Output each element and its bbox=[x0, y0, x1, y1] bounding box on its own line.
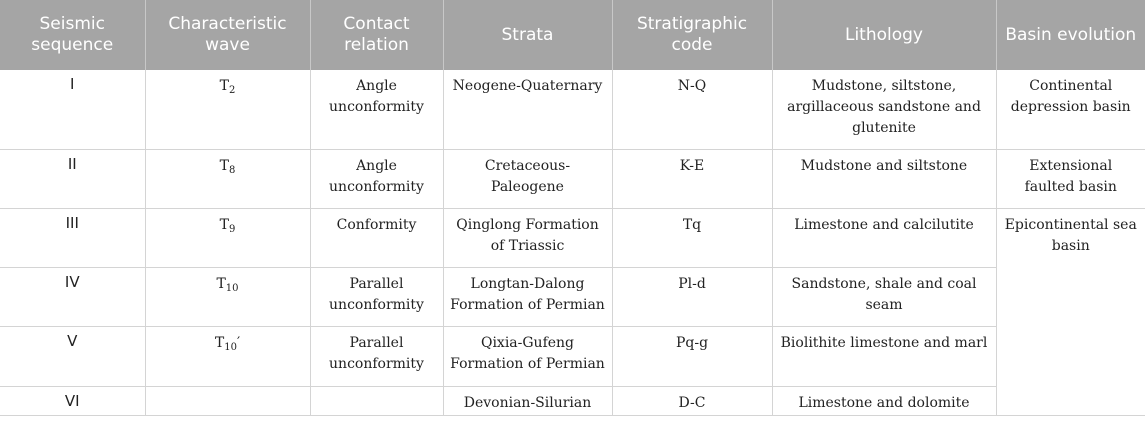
cell-basin: Extensional faulted basin bbox=[996, 150, 1145, 209]
cell-lithology: Limestone and calcilutite bbox=[772, 209, 996, 268]
cell-code: K-E bbox=[612, 150, 772, 209]
wave-base: T bbox=[219, 158, 229, 174]
cell-wave bbox=[145, 327, 310, 387]
cell-code: N-Q bbox=[612, 70, 772, 150]
cell-strata: Longtan-Dalong Formation of Permian bbox=[443, 268, 612, 327]
cell-basin: Continental depression basin bbox=[996, 70, 1145, 150]
cell-sequence: V bbox=[0, 327, 145, 387]
cell-strata: Qinglong Formation of Triassic bbox=[443, 209, 612, 268]
table-row bbox=[0, 268, 1145, 327]
wave-subscript: 2 bbox=[228, 85, 236, 96]
wave-base: T bbox=[214, 335, 225, 351]
table-row bbox=[0, 209, 1145, 268]
cell-wave bbox=[145, 387, 310, 416]
header-characteristic-wave: Characteristic wave bbox=[145, 0, 310, 70]
cell-sequence: III bbox=[0, 209, 145, 268]
cell-contact bbox=[310, 387, 443, 416]
cell-code: Pl-d bbox=[612, 268, 772, 327]
cell-lithology: Mudstone and siltstone bbox=[772, 150, 996, 209]
cell-code: D-C bbox=[612, 387, 772, 416]
header-lithology: Lithology bbox=[772, 0, 996, 70]
wave-subscript: 8 bbox=[228, 165, 236, 176]
wave-subscript: 9 bbox=[228, 224, 236, 235]
wave-base: T bbox=[216, 276, 226, 292]
cell-strata: Devonian-Silurian bbox=[443, 387, 612, 416]
cell-contact: Parallel unconformity bbox=[310, 268, 443, 327]
cell-code: Tq bbox=[612, 209, 772, 268]
cell-sequence: VI bbox=[0, 387, 145, 416]
cell-sequence: IV bbox=[0, 268, 145, 327]
cell-wave bbox=[145, 268, 310, 327]
header-strata: Strata bbox=[443, 0, 612, 70]
cell-lithology: Biolithite limestone and marl bbox=[772, 327, 996, 387]
cell-strata: Neogene-Quaternary bbox=[443, 70, 612, 150]
cell-wave bbox=[145, 150, 310, 209]
header-stratigraphic-code: Stratigraphic code bbox=[612, 0, 772, 70]
header-seismic-sequence: Seismic sequence bbox=[0, 0, 145, 70]
wave-subscript: 10 bbox=[225, 283, 239, 294]
cell-contact: Parallel unconformity bbox=[310, 327, 443, 387]
cell-contact: Angle unconformity bbox=[310, 150, 443, 209]
header-row bbox=[0, 0, 1145, 70]
header-contact-relation: Contact relation bbox=[310, 0, 443, 70]
cell-contact: Conformity bbox=[310, 209, 443, 268]
cell-wave bbox=[145, 209, 310, 268]
wave-subscript: 10 bbox=[224, 342, 237, 353]
cell-lithology: Mudstone, siltstone, argillaceous sandstone and glutenite bbox=[772, 70, 996, 150]
cell-strata: Cretaceous-Paleogene bbox=[443, 150, 612, 209]
wave-base: T bbox=[219, 217, 229, 233]
wave-suffix: ′ bbox=[236, 335, 241, 351]
cell-code: Pq-g bbox=[612, 327, 772, 387]
cell-contact: Angle unconformity bbox=[310, 70, 443, 150]
wave-base: T bbox=[219, 78, 229, 94]
cell-lithology: Sandstone, shale and coal seam bbox=[772, 268, 996, 327]
cell-basin: Epicontinental sea basin bbox=[996, 209, 1145, 416]
header-basin-evolution: Basin evolution bbox=[996, 0, 1145, 70]
table-row bbox=[0, 70, 1145, 150]
cell-wave bbox=[145, 70, 310, 150]
table-row bbox=[0, 387, 1145, 416]
table-row bbox=[0, 150, 1145, 209]
cell-lithology: Limestone and dolomite bbox=[772, 387, 996, 416]
cell-sequence: I bbox=[0, 70, 145, 150]
cell-sequence: II bbox=[0, 150, 145, 209]
table-row bbox=[0, 327, 1145, 387]
cell-strata: Qixia-Gufeng Formation of Permian bbox=[443, 327, 612, 387]
